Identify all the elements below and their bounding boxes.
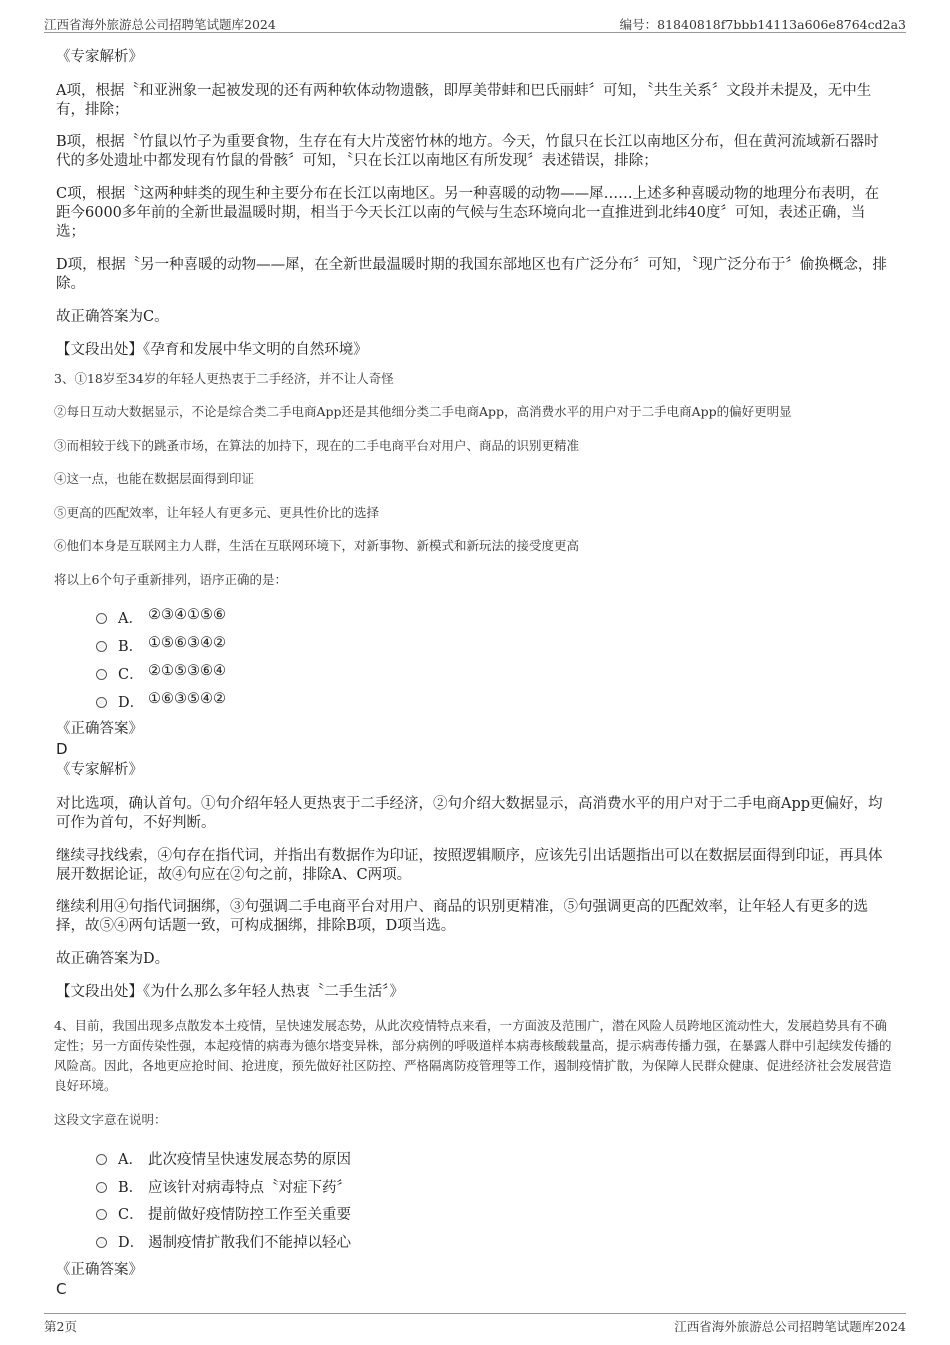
q3-analysis-p1: 对比选项，确认首句。①句介绍年轻人更热衷于二手经济，②句介绍大数据显示，高消费水平的用户对于二手电商App更偏好，均可作为首句，不好判断。: [56, 796, 883, 831]
q2-analysis-c: C项，根据〝这两种蚌类的现生种主要分布在长江以南地区。另一种喜暖的动物——犀……上述多种喜暖动物的地理分布表明，在距今6000多年前的全新世最温暖时期，相当于今天长江以南的气候与生态环境向北一直推进到北纬40度〞可知，表述正确，当选；: [56, 186, 880, 240]
footer-title: 江西省海外旅游总公司招聘笔试题库2024: [674, 1319, 906, 1334]
q2-analysis-a: A项，根据〝和亚洲象一起被发现的还有两种软体动物遗骸，即厚美带蚌和巴氏丽蚌〞可知，〝共生关系〞文段并未提及，无中生有，排除；: [56, 83, 872, 118]
q2-analysis-d: D项，根据〝另一种喜暖的动物——犀，在全新世最温暖时期的我国东部地区也有广泛分布〞可知，〝现广泛分布于〞偷换概念，排除。: [56, 257, 887, 292]
radio-icon[interactable]: [96, 1237, 107, 1248]
option-text: ①⑥③⑤④②: [148, 691, 226, 707]
q3-sentence-4: ④这一点，也能在数据层面得到印证: [54, 471, 255, 486]
q3-analysis-p3: 继续利用④句指代词捆绑，③句强调二手电商平台对用户、商品的识别更精准，⑤句强调更高的匹配效率，让年轻人有更多的选择，故⑤④两句话题一致，可构成捆绑，排除B项，D项当选。: [56, 899, 868, 934]
footer-page-number: 第2页: [44, 1319, 77, 1334]
page-footer: [44, 1313, 906, 1336]
q4-stem: 4、目前，我国出现多点散发本土疫情，呈快速发展态势，从此次疫情特点来看，一方面波及范围广，潜在风险人员跨地区流动性大，发展趋势具有不确定性；另一方面传染性强，本起疫情的病毒为德尔塔变异株，部分病例的呼吸道样本病毒核酸载量高，提示病毒传播力强，在暴露人群中引起续发传播的风险高。因此，各地更应抢时间、抢进度，预先做好社区防控、严格隔离防疫管理等工作，遏制疫情扩散，为保障人民群众健康、促进经济社会发展营造良好环境。: [54, 1018, 892, 1093]
radio-icon[interactable]: [96, 613, 107, 624]
q3-sentence-2: ②每日互动大数据显示，不论是综合类二手电商App还是其他细分类二手电商App，高消费水平的用户对于二手电商App的偏好更明显: [54, 404, 792, 419]
q3-source: 【文段出处】《为什么那么多年轻人热衷〝二手生活〞》: [56, 984, 404, 1000]
option-letter: D．: [118, 1235, 145, 1251]
option-text: 应该针对病毒特点〝对症下药〞: [148, 1180, 351, 1196]
q3-analysis-label: 《专家解析》: [56, 762, 143, 778]
radio-icon[interactable]: [96, 697, 107, 708]
q3-sentence-6: ⑥他们本身是互联网主力人群，生活在互联网环境下，对新事物、新模式和新玩法的接受度更高: [54, 538, 580, 553]
q3-sentence-5: ⑤更高的匹配效率，让年轻人有更多元、更具性价比的选择: [54, 505, 380, 520]
q3-answer-label: 《正确答案》: [56, 721, 143, 737]
option-text: ②③④①⑤⑥: [148, 607, 226, 623]
option-letter: A．: [118, 611, 143, 627]
radio-icon[interactable]: [96, 641, 107, 652]
option-letter: C．: [118, 1207, 144, 1223]
q3-answer: D: [56, 740, 68, 758]
option-letter: C．: [118, 667, 144, 683]
option-text: ①⑤⑥③④②: [148, 635, 226, 651]
option-letter: B．: [118, 1180, 144, 1196]
radio-icon[interactable]: [96, 669, 107, 680]
radio-icon[interactable]: [96, 1209, 107, 1220]
page-header: [44, 12, 906, 33]
radio-icon[interactable]: [96, 1182, 107, 1193]
option-letter: B．: [118, 639, 144, 655]
q2-source: 【文段出处】《孕育和发展中华文明的自然环境》: [56, 342, 368, 358]
header-serial: 编号：81840818f7bbb14113a606e8764cd2a3: [619, 17, 906, 32]
q3-sentence-3: ③而相较于线下的跳蚤市场，在算法的加持下，现在的二手电商平台对用户、商品的识别更精准: [54, 438, 580, 453]
option-letter: A．: [118, 1152, 143, 1168]
header-title: 江西省海外旅游总公司招聘笔试题库2024: [44, 17, 276, 32]
q3-conclusion: 故正确答案为D。: [56, 951, 170, 967]
q4-answer-label: 《正确答案》: [56, 1262, 143, 1278]
q2-analysis-label: 《专家解析》: [56, 49, 143, 65]
option-text: ②①⑤③⑥④: [148, 663, 226, 679]
q2-conclusion: 故正确答案为C。: [56, 309, 169, 325]
q4-prompt: 这段文字意在说明：: [54, 1112, 167, 1127]
q3-sentence-1: 3、①18岁至34岁的年轻人更热衷于二手经济，并不让人奇怪: [54, 371, 394, 386]
option-text: 提前做好疫情防控工作至关重要: [148, 1207, 351, 1223]
option-text: 此次疫情呈快速发展态势的原因: [148, 1152, 351, 1168]
option-letter: D．: [118, 695, 145, 711]
q3-prompt: 将以上6个句子重新排列，语序正确的是：: [54, 572, 287, 587]
radio-icon[interactable]: [96, 1154, 107, 1165]
q3-analysis-p2: 继续寻找线索，④句存在指代词，并指出有数据作为印证，按照逻辑顺序，应该先引出话题指出可以在数据层面得到印证，再具体展开数据论证，故④句应在②句之前，排除A、C两项。: [56, 848, 883, 883]
q2-analysis-b: B项，根据〝竹鼠以竹子为重要食物，生存在有大片茂密竹林的地方。今天，竹鼠只在长江以南地区分布，但在黄河流域新石器时代的多处遗址中都发现有竹鼠的骨骸〞可知，〝只在长江以南地区有所发现〞表述错误，排除；: [56, 134, 879, 169]
option-text: 遏制疫情扩散我们不能掉以轻心: [148, 1235, 351, 1251]
q4-answer: C: [56, 1280, 67, 1298]
